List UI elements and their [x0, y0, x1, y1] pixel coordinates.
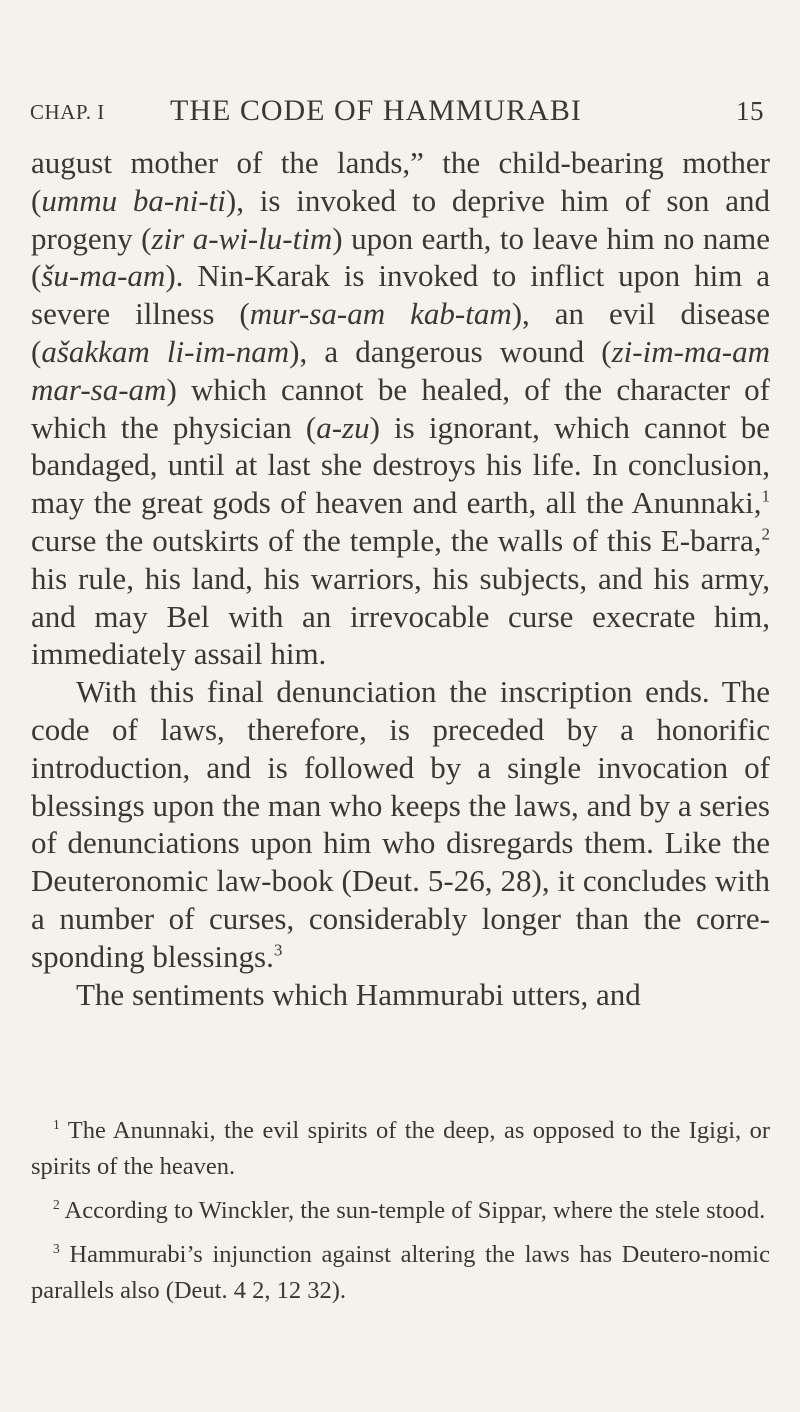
body-text — [31, 144, 770, 1013]
text-run: The sentiments which Hammurabi utters, and — [76, 976, 641, 1012]
footnote — [31, 1113, 770, 1185]
akkadian-term: zi-im-ma-am mar-sa-am — [31, 333, 770, 407]
footnote — [31, 1193, 770, 1229]
footnotes — [31, 1113, 770, 1317]
akkadian-term: ašakkam li-im-nam — [41, 333, 290, 369]
footnote-marker: 1 — [53, 1116, 60, 1132]
akkadian-term: ummu ba-ni-ti — [41, 182, 226, 218]
footnote-reference: 2 — [761, 524, 770, 544]
footnote-marker: 2 — [53, 1196, 60, 1212]
text-run: his rule, his land, his warriors, his subjects, and his army, and may Bel with an irrevocable curse execrate him, immediately assail him. — [31, 560, 770, 672]
text-run: ) is ignorant, which cannot be bandaged, until at last she destroys his life. In conclusion, may the great gods of heaven and earth, all the Anunnaki, — [31, 409, 770, 521]
page-number: 15 — [736, 96, 764, 126]
footnote — [31, 1237, 770, 1309]
footnote-reference: 1 — [761, 486, 770, 506]
text-run: ) which cannot be healed, of the character of which the physician ( — [31, 371, 770, 445]
running-title: THE CODE OF HAMMURABI — [170, 94, 582, 127]
chapter-label: CHAP. I — [30, 100, 105, 124]
akkadian-term: a-zu — [316, 409, 370, 445]
text-run: ). Nin-Karak is invoked to inflict upon him a severe illness ( — [31, 258, 770, 332]
footnote-text: The Anunnaki, the evil spirits of the deep, as opposed to the Igigi, or spirits of the heaven. — [31, 1117, 770, 1180]
text-run: With this final denunciation the inscription ends. The code of laws, therefore, is preceded by a honorific introduction, and is followed by a single invocation of blessings upon the man who keeps the laws, and by a series of denunciations upon him who disregards them. Like the Deuteronomic law-book (Deut. 5-26, 28), it concludes with a number of curses, considerably longer than the corre-sponding blessings. — [31, 674, 770, 974]
akkadian-term: mur-sa-am kab-tam — [249, 296, 512, 332]
body-paragraph — [31, 673, 770, 975]
footnote-text: Hammurabi’s injunction against altering the laws has Deutero-nomic parallels also (Deut. 4 2, 12 32). — [31, 1241, 770, 1304]
akkadian-term: zir a-wi-lu-tim — [151, 220, 333, 256]
text-run: ), an evil disease ( — [31, 296, 771, 369]
running-head — [30, 94, 764, 128]
text-run: curse the outskirts of the temple, the walls of this E-barra, — [31, 522, 762, 558]
text-run: ) upon earth, to leave him no name ( — [31, 220, 771, 294]
text-run: ), is invoked to deprive him of son and progeny ( — [31, 182, 770, 256]
footnote-text: According to Winckler, the sun-temple of Sippar, where the stele stood. — [59, 1197, 766, 1224]
text-run: ), a dangerous wound ( — [289, 333, 612, 369]
footnote-reference: 3 — [273, 940, 283, 960]
body-paragraph — [31, 144, 770, 673]
footnote-marker: 3 — [53, 1240, 60, 1256]
akkadian-term: šu-ma-am — [41, 258, 166, 294]
body-paragraph — [31, 976, 770, 1014]
text-run: august mother of the lands,” the child-bearing mother ( — [31, 145, 770, 218]
